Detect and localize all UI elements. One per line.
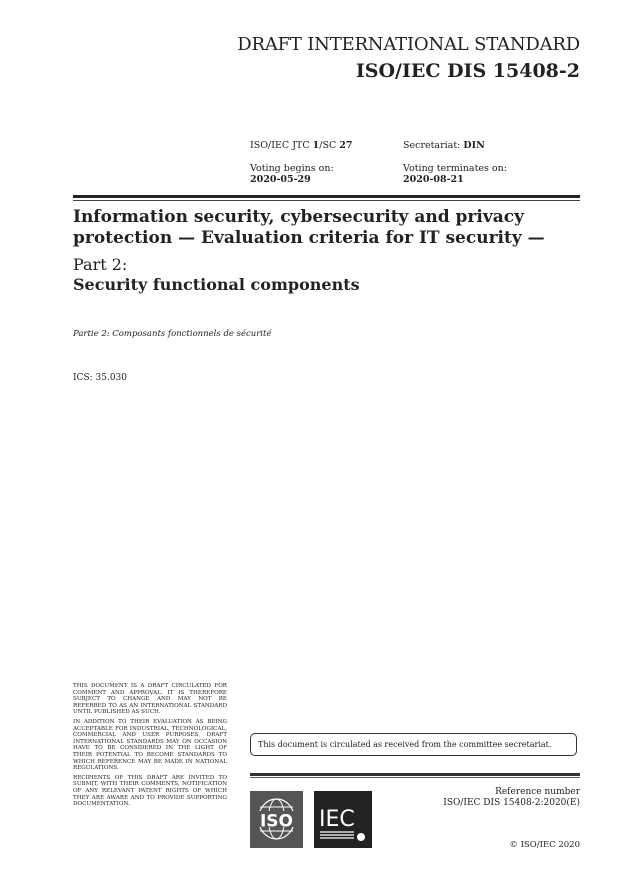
secretariat — [403, 140, 485, 151]
secretariat-value: DIN — [463, 140, 485, 151]
divider-thin — [73, 200, 580, 201]
committee-sep: /SC — [319, 140, 340, 151]
voting-ends — [403, 163, 507, 185]
part-label: Part 2: — [73, 255, 128, 274]
voting-ends-label: Voting terminates on: — [403, 163, 507, 174]
copyright: © ISO/IEC 2020 — [509, 840, 580, 850]
reference-value: ISO/IEC DIS 15408-2:2020(E) — [443, 798, 580, 808]
committee — [250, 140, 353, 151]
footer-divider-thin — [250, 777, 580, 778]
iec-logo — [314, 791, 372, 848]
reference-number — [443, 787, 580, 809]
circulation-notice: This document is circulated as received from the committee secretariat. — [250, 733, 577, 756]
disclaimer-paragraph: RECIPIENTS OF THIS DRAFT ARE INVITED TO SUBMIT, WITH THEIR COMMENTS, NOTIFICATION OF ANY RELEVANT PATENT RIGHTS OF WHICH THEY ARE AWARE AND TO PROVIDE SUPPORTING DOCUMENTATION. — [73, 774, 227, 808]
svg-text:IEC: IEC — [319, 807, 355, 832]
voting-begins — [250, 163, 334, 185]
committee-jtc: 1 — [312, 140, 320, 151]
footer-divider-thick — [250, 773, 580, 776]
iso-logo — [250, 791, 303, 848]
draft-disclaimer — [73, 683, 227, 811]
disclaimer-paragraph: IN ADDITION TO THEIR EVALUATION AS BEING ACCEPTABLE FOR INDUSTRIAL, TECHNOLOGICAL, COMMERCIAL AND USER PURPOSES, DRAFT INTERNATIONAL STANDARDS MAY ON OCCASION HAVE TO BE CONSIDERED IN THE LIGHT OF THEIR POTENTIAL TO BECOME STANDARDS TO WHICH REFERENCE MAY BE MADE IN NATIONAL REGULATIONS. — [73, 718, 227, 772]
part-name: Security functional components — [73, 275, 360, 294]
voting-begins-label: Voting begins on: — [250, 163, 334, 174]
svg-text:ISO: ISO — [259, 811, 294, 832]
document-number: ISO/IEC DIS 15408-2 — [355, 60, 580, 82]
voting-begins-date: 2020-05-29 — [250, 174, 311, 185]
voting-ends-date: 2020-08-21 — [403, 174, 464, 185]
ics-code: ICS: 35.030 — [73, 373, 127, 383]
committee-sc: 27 — [339, 140, 353, 151]
part-title — [73, 255, 360, 295]
main-title: Information security, cybersecurity and privacy protection — Evaluation criteria for IT security — — [73, 207, 545, 248]
document-status: DRAFT INTERNATIONAL STANDARD — [237, 34, 580, 55]
committee-prefix: ISO/IEC JTC — [250, 140, 313, 151]
reference-label: Reference number — [495, 787, 580, 797]
secretariat-label: Secretariat: — [403, 140, 464, 151]
divider-thick — [73, 195, 580, 198]
disclaimer-paragraph: THIS DOCUMENT IS A DRAFT CIRCULATED FOR COMMENT AND APPROVAL. IT IS THEREFORE SUBJECT TO CHANGE AND MAY NOT BE REFERRED TO AS AN INTERNATIONAL STANDARD UNTIL PUBLISHED AS SUCH. — [73, 683, 227, 716]
french-title: Partie 2: Composants fonctionnels de sécurité — [73, 329, 272, 339]
